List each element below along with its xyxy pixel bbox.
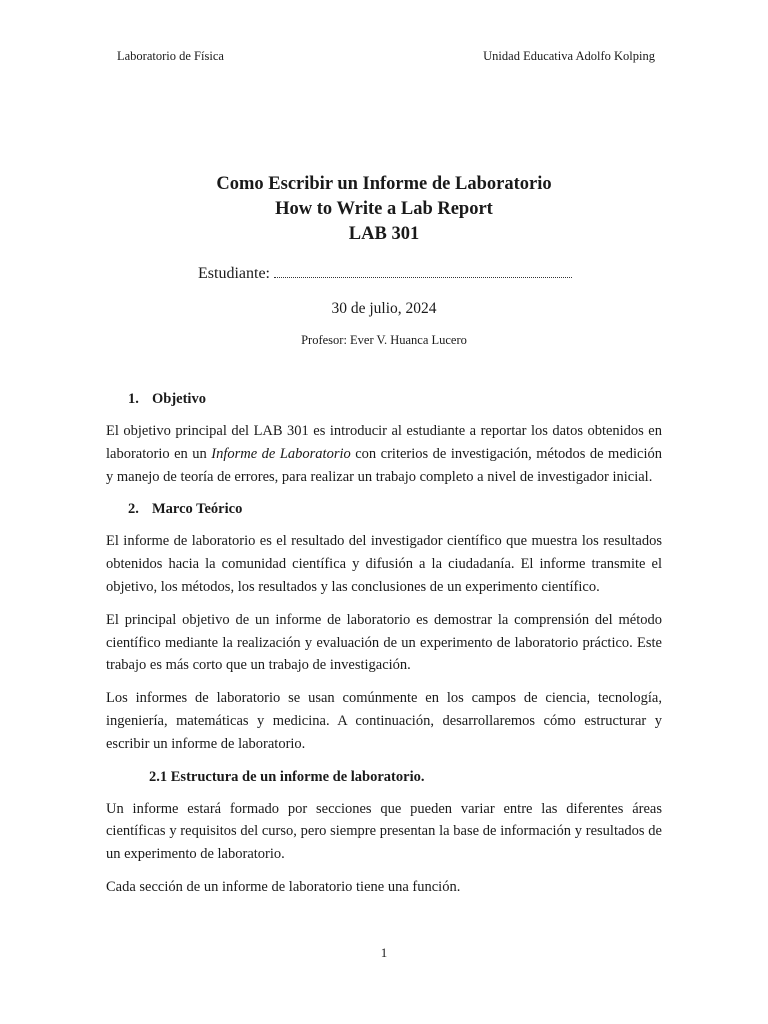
paragraph-text: El objetivo principal del LAB 301 es introducir al estudiante a reportar los datos obtenidos en laboratorio en un (106, 423, 662, 462)
subsection-heading-estructura: 2.1 Estructura de un informe de laboratorio. (149, 768, 425, 785)
document-body (106, 388, 662, 909)
page-number: 1 (380, 945, 388, 960)
section-number: 1. (128, 391, 139, 407)
title-course-code: LAB 301 (348, 224, 420, 244)
paragraph-objetivo (106, 420, 662, 488)
title-spanish: Como Escribir un Informe de Laboratorio (216, 174, 552, 194)
paragraph-marco-2: El principal objetivo de un informe de laboratorio es demostrar la comprensión del método científico mediante la realización y evaluación de un experimento de laboratorio práctico. Este trabajo es más corto que un trabajo de investigación. (106, 611, 662, 674)
paragraph-marco-3: Los informes de laboratorio se usan comúnmente en los campos de ciencia, tecnología, ingeniería, matemáticas y medicina. A continuación, desarrollaremos cómo estructurar y escribir un informe de laboratorio. (106, 690, 662, 752)
document-date: 30 de julio, 2024 (331, 300, 437, 317)
student-blank-line (274, 265, 572, 278)
header-right: Unidad Educativa Adolfo Kolping (483, 49, 655, 63)
paragraph-emphasis: Informe de Laboratorio (211, 445, 351, 462)
paragraph-text: con criterios de investigación, métodos de medición y manejo de teoría de errores, para realizar un trabajo completo a nivel de investigador inicial. (106, 445, 662, 485)
section-heading-marco-teorico (106, 498, 662, 520)
title-block (0, 172, 768, 247)
paragraph-estructura-2: Cada sección de un informe de laboratorio tiene una función. (106, 878, 461, 895)
paragraph-estructura-1: Un informe estará formado por secciones que pueden variar entre las diferentes áreas científicas y requisitos del curso, pero siempre presentan la base de información y resultados de un experimento de laboratorio. (106, 800, 662, 863)
section-number: 2. (128, 501, 139, 518)
student-field (198, 265, 572, 283)
running-header (117, 49, 655, 64)
section-heading-objetivo (106, 388, 662, 410)
paragraph-marco-1: El informe de laboratorio es el resultado del investigador científico que muestra los resultados obtenidos hacia la comunidad científica y difusión a la ciudadanía. El informe transmite el objetivo, los métodos, los resultados y las conclusiones de un experimento científico. (106, 533, 662, 595)
professor-line: Profesor: Ever V. Huanca Lucero (301, 333, 467, 347)
student-label: Estudiante: (198, 265, 270, 282)
header-left: Laboratorio de Física (117, 49, 224, 63)
section-title: Marco Teórico (152, 501, 243, 518)
title-english: How to Write a Lab Report (275, 199, 493, 219)
section-title: Objetivo (152, 391, 206, 407)
